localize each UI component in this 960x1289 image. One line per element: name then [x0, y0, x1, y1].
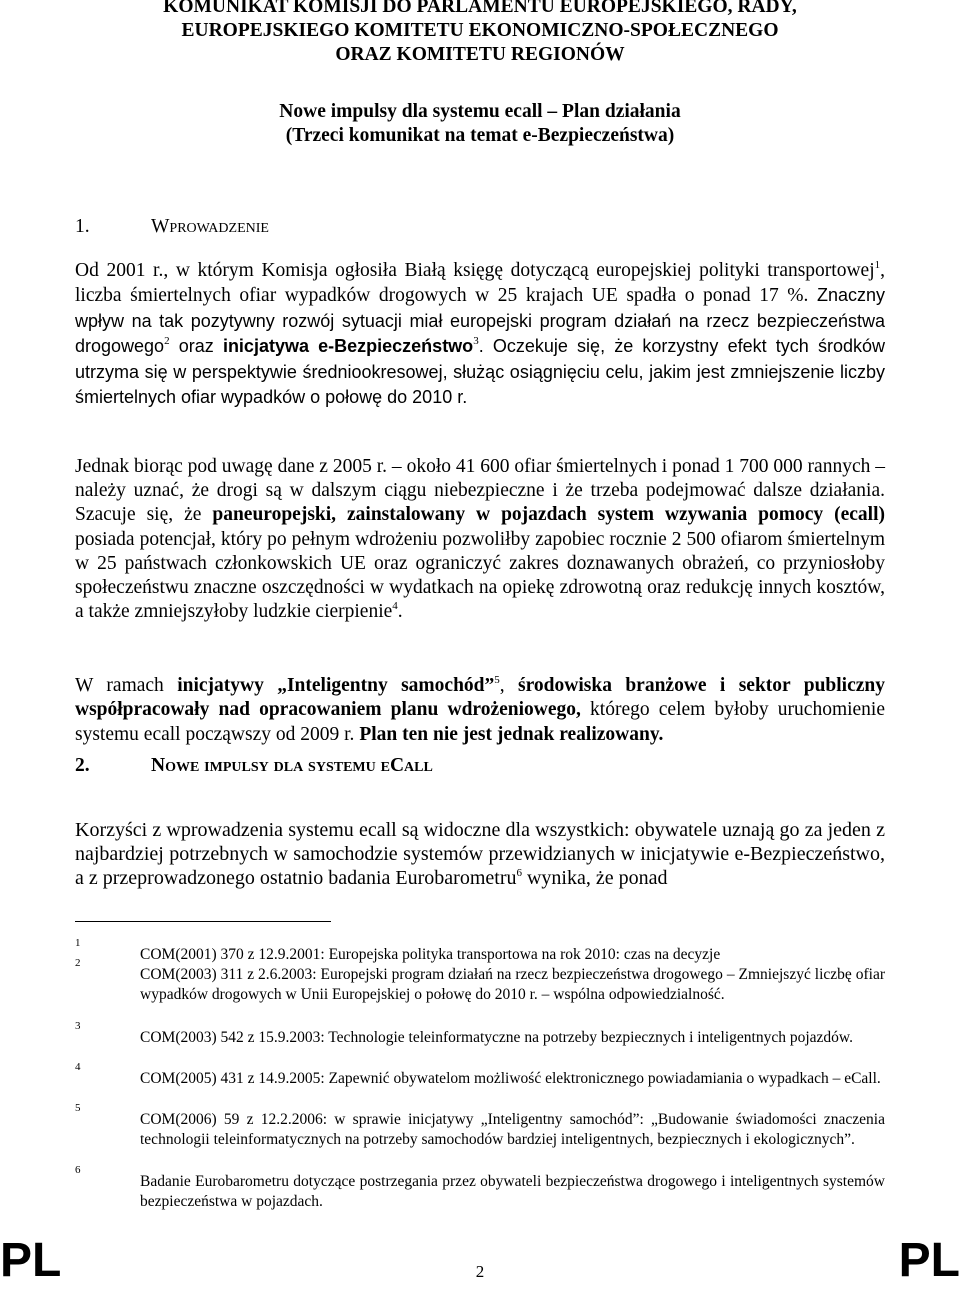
language-code-right: PL — [898, 1234, 960, 1287]
paragraph-2-bold-system: paneuropejski, zainstalowany w pojazdach system wzywania pomocy (ecall) — [212, 504, 886, 526]
paragraph-3-bold-not-realized: Plan ten nie jest jednak realizowany. — [359, 723, 664, 745]
footnote-ref-5[interactable]: 5 — [494, 674, 500, 686]
paragraph-3-text-c: którego celem byłoby uruchomienie systemu ecall począwszy od 2009 r. — [75, 699, 886, 745]
footnote-4-number: 4 — [75, 1061, 81, 1073]
footnote-5-number: 5 — [75, 1102, 81, 1114]
footnote-1-text: COM(2001) 370 z 12.9.2001: Europejska polityka transportowa na rok 2010: czas na decyzje — [140, 946, 721, 963]
paragraph-1-text-b: , liczba śmiertelnych ofiar wypadków drogowych w 25 krajach UE spadła o ponad 17 %. — [75, 260, 885, 307]
page-number: 2 — [475, 1262, 485, 1281]
document-title — [0, 0, 960, 67]
footnote-1-number: 1 — [75, 937, 81, 949]
paragraph-3 — [75, 674, 885, 747]
paragraph-2-text-b: posiada potencjał, który po pełnym wdrożeniu pozwoliłby zapobiec rocznie 2 500 ofiarom śmiertelnym w 25 państwach członkowskich UE oraz ograniczyć zakres doznawanych obrażeń, co przyniosłoby społeczeństwu znaczne oszczędności w wydatkach na opiekę zdrowotną oraz redukcję innych kosztów, a także zmniejszyłoby ludzkie cierpienie — [75, 528, 885, 623]
footnote-6-text: Badanie Eurobarometru dotyczące postrzegania przez obywateli bezpieczeństwa drogowego i inteligentnych systemów bezpieczeństwa w pojazdach. — [140, 1173, 885, 1211]
footnote-2-text: COM(2003) 311 z 2.6.2003: Europejski program działań na rzecz bezpieczeństwa drogowego – Zmniejszyć liczbę ofiar wypadków drogowych w Unii Europejskiej o połowę do 2010 r. – wspólna odpowiedzialność. — [140, 966, 885, 1004]
subtitle-line-1: Nowe impulsy dla systemu ecall – Plan działania — [279, 101, 681, 122]
footnote-ref-3[interactable]: 3 — [473, 335, 479, 348]
paragraph-2-text-c: . — [397, 601, 403, 623]
footnote-5-text: COM(2006) 59 z 12.2.2006: w sprawie inicjatywy „Inteligentny samochód”: „Budowanie świadomości znaczenia technologii teleinformatycznych na potrzeby samochodów bardziej inteligentnych, bezpiecznych i ekologicznych”. — [140, 1111, 885, 1149]
section-heading-2 — [75, 754, 433, 778]
paragraph-3-bold-cooperation: środowiska branżowe i sektor publiczny współpracowały nad opracowaniem planu wdrożeniowego, — [75, 675, 886, 721]
document-subtitle — [0, 100, 960, 148]
paragraph-4-text-b: wynika, że ponad — [521, 867, 668, 890]
language-code-left: PL — [0, 1234, 62, 1287]
footnote-separator — [75, 921, 331, 922]
footnote-ref-6[interactable]: 6 — [516, 867, 522, 880]
paragraph-1-text-e: . Oczekuje się, że korzystny efekt tych środków utrzyma się w perspektywie średniookresowej, służąc osiągnięciu celu, jakim jest zmniejszenie liczby śmiertelnych ofiar wypadków o połowę do 2010 r. — [75, 336, 885, 408]
footnote-ref-1[interactable]: 1 — [874, 259, 881, 271]
section-number-2: 2. — [75, 755, 90, 776]
paragraph-3-bold-initiative: inicjatywy „Inteligentny samochód” — [177, 675, 495, 696]
footnote-2-number: 2 — [75, 957, 81, 969]
paragraph-4-text-a: Korzyści z wprowadzenia systemu ecall są widoczne dla wszystkich: obywatele uznają go za jeden z najbardziej potrzebnych w samochodzie systemów przewidzianych w inicjatywie e-Bezpieczeństwo, a z przeprowadzonego ostatnio badania Eurobarometru — [75, 819, 885, 890]
footnote-ref-2[interactable]: 2 — [164, 335, 170, 348]
paragraph-1 — [75, 259, 885, 410]
paragraph-1-text-c: Znaczny wpływ na tak pozytywny rozwój sytuacji miał europejski program działań na rzecz bezpieczeństwa drogowego — [75, 285, 886, 357]
footnote-3-text: COM(2003) 542 z 15.9.2003: Technologie teleinformatyczne na potrzeby bezpiecznych i inteligentnych pojazdów. — [140, 1029, 853, 1046]
section-title-1: Wprowadzenie — [151, 216, 269, 237]
title-line-3: ORAZ KOMITETU REGIONÓW — [335, 44, 625, 65]
footnote-3-number: 3 — [75, 1020, 81, 1032]
footnote-6-number: 6 — [75, 1164, 81, 1176]
footnote-ref-4[interactable]: 4 — [392, 600, 398, 613]
paragraph-2-text-a: Jednak biorąc pod uwagę dane z 2005 r. – około 41 600 ofiar śmiertelnych i ponad 1 700 000 rannych – należy uznać, że drogi są w dalszym ciągu niebezpieczne i że trzeba podejmować dalsze działania. Szacuje się, że — [75, 456, 885, 526]
paragraph-1-bold-initiative: inicjatywa e-Bezpieczeństwo — [222, 336, 474, 357]
paragraph-3-text-b: , — [499, 675, 519, 696]
section-heading-1 — [75, 215, 269, 239]
paragraph-3-text-a: W ramach — [75, 675, 178, 696]
paragraph-2 — [75, 455, 885, 624]
section-number-1: 1. — [75, 216, 90, 237]
paragraph-1-text-d: oraz — [169, 336, 223, 357]
title-line-1: KOMUNIKAT KOMISJI DO PARLAMENTU EUROPEJSKIEGO, RADY, — [163, 0, 797, 17]
paragraph-4 — [75, 818, 885, 891]
subtitle-line-2: (Trzeci komunikat na temat e-Bezpieczeństwa) — [285, 125, 675, 146]
section-title-2: Nowe impulsy dla systemu eCall — [151, 755, 433, 776]
paragraph-1-text-a: Od 2001 r., w którym Komisja ogłosiła Białą księgę dotyczącą europejskiej polityki transportowej — [75, 260, 875, 281]
footnote-4-text: COM(2005) 431 z 14.9.2005: Zapewnić obywatelom możliwość elektronicznego powiadamiania o wypadkach – eCall. — [140, 1070, 881, 1087]
title-line-2: EUROPEJSKIEGO KOMITETU EKONOMICZNO-SPOŁECZNEGO — [181, 20, 779, 41]
